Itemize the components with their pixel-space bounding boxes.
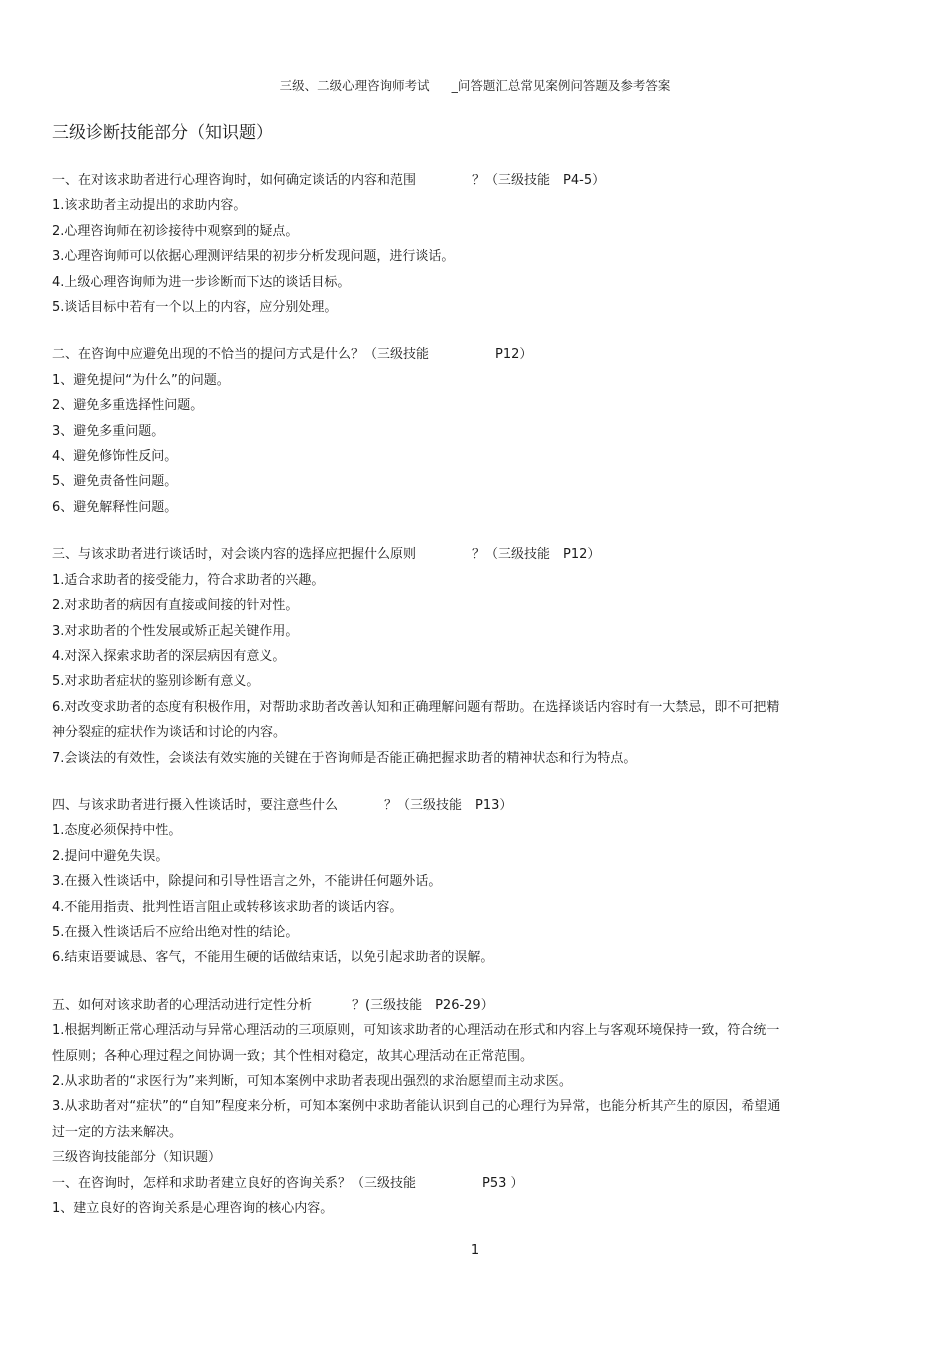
running-header xyxy=(0,76,950,94)
question-title: 一、在咨询时，怎样和求助者建立良好的咨询关系？（三级技能 xyxy=(52,1175,417,1191)
answer-item: 6.结束语要诚恳、客气，不能用生硬的话做结束话，以免引起求助者的误解。 xyxy=(52,950,494,966)
answer-item: 5.在摄入性谈话后不应给出绝对性的结论。 xyxy=(52,924,299,940)
question-title: 一、在对该求助者进行心理咨询时，如何确定谈话的内容和范围 xyxy=(52,173,417,188)
question-heading xyxy=(52,342,792,367)
answer-item: 1.态度必须保持中性。 xyxy=(52,823,182,839)
answer-item: 5.对求助者症状的鉴别诊断有意义。 xyxy=(52,674,260,690)
question-title: 三、与该求助者进行谈话时，对会谈内容的选择应把握什么原则 xyxy=(52,547,417,563)
answer-item: 5、避免责备性问题。 xyxy=(52,474,178,490)
answer-item: 4.上级心理咨询师为进一步诊断而下达的谈话目标。 xyxy=(52,274,351,290)
question-heading xyxy=(52,168,792,193)
header-title-right: _问答题汇总常见案例问答题及参考答案 xyxy=(451,78,671,93)
question-3 xyxy=(52,542,792,771)
answer-item: 4、避免修饰性反问。 xyxy=(52,449,178,465)
answer-item: 3、避免多重问题。 xyxy=(52,423,165,439)
question-1 xyxy=(52,168,792,320)
question-5 xyxy=(52,993,792,1145)
question-reference: ？（三级技能 P12） xyxy=(472,547,601,563)
answer-item: 3.心理咨询师可以依据心理测评结果的初步分析发现问题，进行谈话。 xyxy=(52,249,455,265)
question-4 xyxy=(52,793,792,971)
answer-item: 4.对深入探索求助者的深层病因有意义。 xyxy=(52,648,286,664)
answer-item: 2.提问中避免失误。 xyxy=(52,848,169,864)
answer-item: 2.从求助者的“求医行为”来判断，可知本案例中求助者表现出强烈的求治愿望而主动求医。 xyxy=(52,1074,572,1089)
answer-item: 1、建立良好的咨询关系是心理咨询的核心内容。 xyxy=(52,1201,334,1217)
question-title: 五、如何对该求助者的心理活动进行定性分析 xyxy=(52,997,313,1013)
answer-item: 2.心理咨询师在初诊接待中观察到的疑点。 xyxy=(52,223,299,239)
question-reference: ？（三级技能 P4-5） xyxy=(472,173,606,188)
answer-item: 1.该求助者主动提出的求助内容。 xyxy=(52,198,247,214)
question-heading xyxy=(52,542,792,567)
answer-item: 5.谈话目标中若有一个以上的内容，应分别处理。 xyxy=(52,300,338,316)
answer-item: 6.对改变求助者的态度有积极作用，对帮助求助者改善认知和正确理解问题有帮助。在选择谈话内容时有一大禁忌，即不可把精神分裂症的症状作为谈话和讨论的内容。 xyxy=(52,699,780,741)
question-reference: P53 ） xyxy=(482,1175,524,1191)
question-reference: ？(三级技能 P26-29） xyxy=(352,997,494,1013)
header-title-left: 三级、二级心理咨询师考试 xyxy=(279,78,430,93)
answer-item: 2、避免多重选择性问题。 xyxy=(52,398,204,414)
document-body xyxy=(52,168,792,1221)
question-6 xyxy=(52,1171,792,1222)
answer-item: 1.适合求助者的接受能力，符合求助者的兴趣。 xyxy=(52,572,325,588)
question-heading xyxy=(52,1171,792,1196)
answer-item: 7.会谈法的有效性，会谈法有效实施的关键在于咨询师是否能正确把握求助者的精神状态和行为特点。 xyxy=(52,750,637,766)
question-title: 二、在咨询中应避免出现的不恰当的提问方式是什么？（三级技能 xyxy=(52,347,430,363)
answer-item: 4.不能用指责、批判性语言阻止或转移该求助者的谈话内容。 xyxy=(52,899,403,915)
answer-item: 3.在摄入性谈话中，除提问和引导性语言之外，不能讲任何题外话。 xyxy=(52,874,442,890)
question-heading xyxy=(52,793,792,818)
answer-item: 1、避免提问“为什么”的问题。 xyxy=(52,372,230,388)
question-2 xyxy=(52,342,792,520)
answer-item: 3.从求助者对“症状”的“自知”程度来分析，可知本案例中求助者能认识到自己的心理行为异常，也能分析其产生的原因，希望通过一定的方法来解决。 xyxy=(52,1099,781,1140)
answer-item: 2.对求助者的病因有直接或间接的针对性。 xyxy=(52,598,299,614)
answer-item: 1.根据判断正常心理活动与异常心理活动的三项原则，可知该求助者的心理活动在形式和内容上与客观环境保持一致，符合统一性原则；各种心理过程之间协调一致；其个性相对稳定，故其心理活动在正常范围。 xyxy=(52,1023,780,1064)
section-2-title: 三级咨询技能部分（知识题） xyxy=(52,1150,222,1166)
answer-item: 6、避免解释性问题。 xyxy=(52,499,178,515)
page-number: 1 xyxy=(470,1243,480,1258)
question-reference: ？（三级技能 P13） xyxy=(384,797,513,813)
question-heading xyxy=(52,993,792,1018)
question-reference: P12） xyxy=(495,347,533,363)
section-title: 三级诊断技能部分（知识题） xyxy=(52,123,273,143)
answer-item: 3.对求助者的个性发展或矫正起关键作用。 xyxy=(52,623,299,639)
question-title: 四、与该求助者进行摄入性谈话时，要注意些什么 xyxy=(52,797,339,813)
